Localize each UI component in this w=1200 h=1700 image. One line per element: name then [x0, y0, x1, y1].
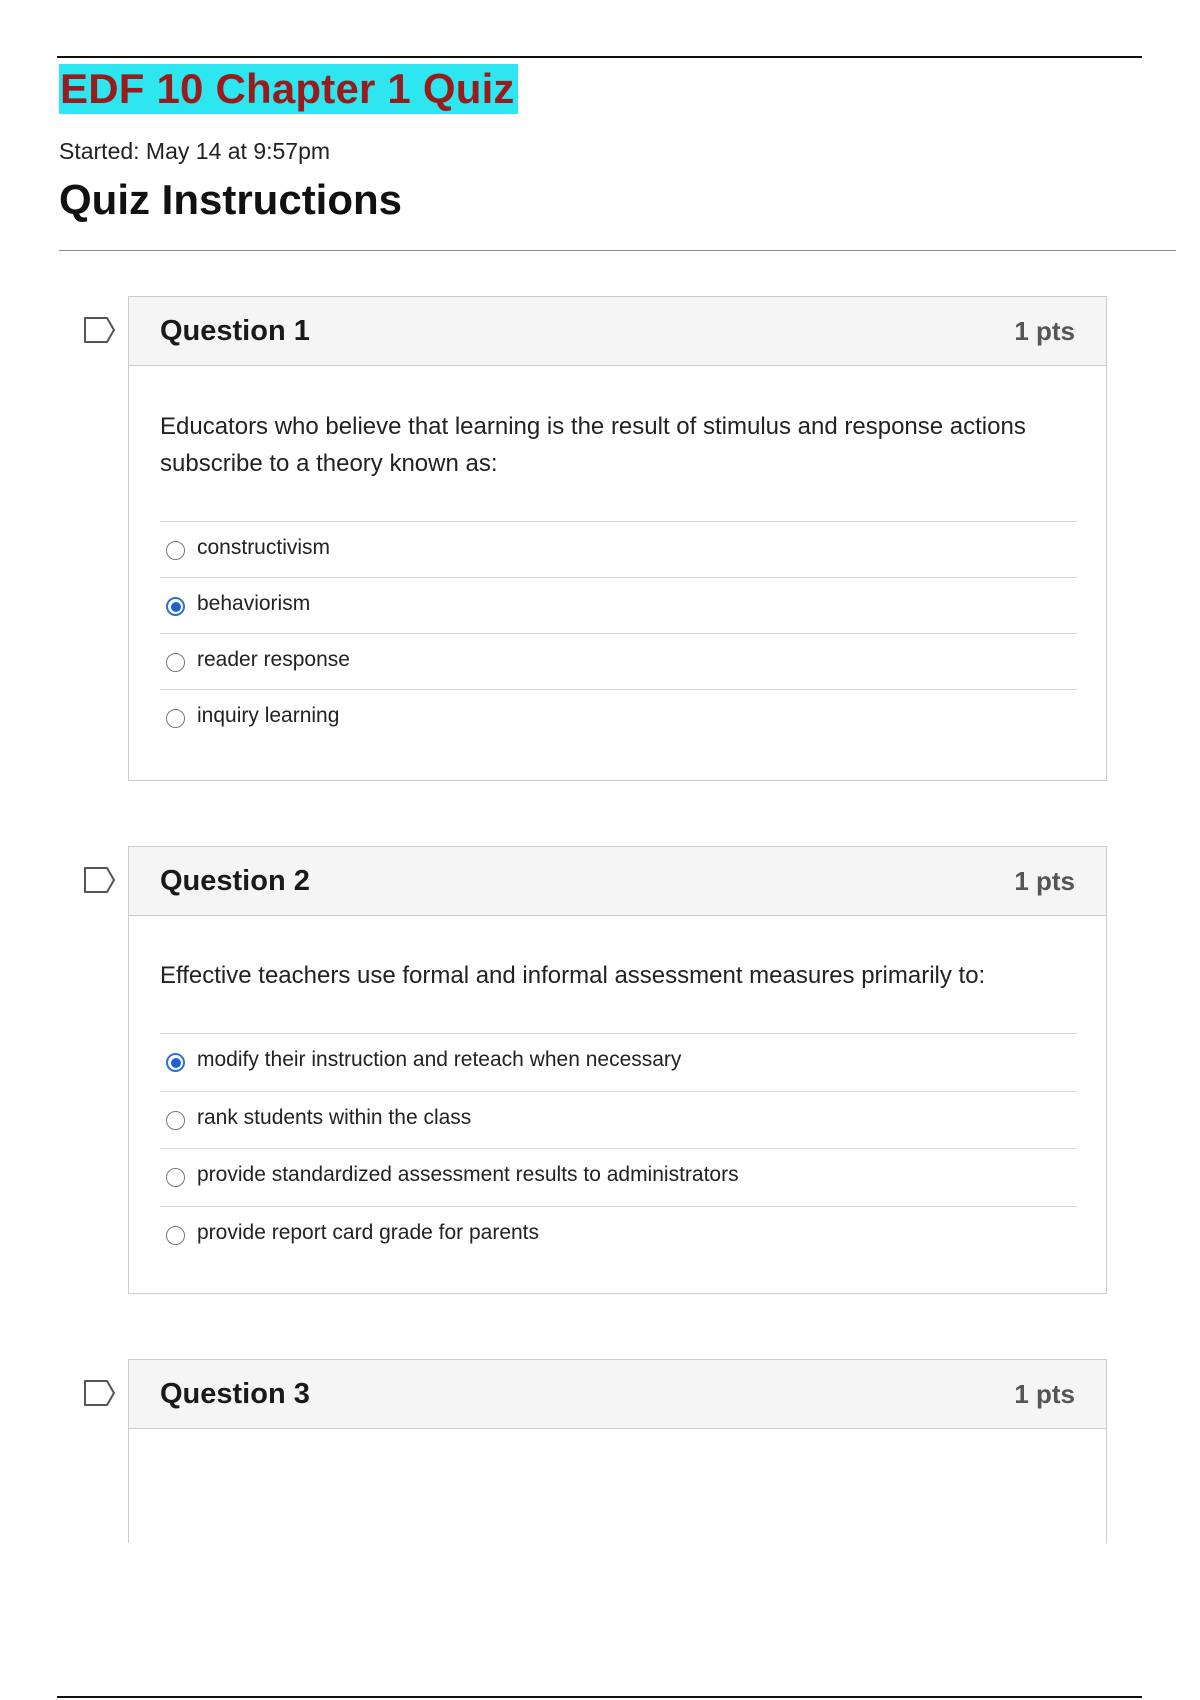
bottom-divider [57, 1696, 1142, 1698]
radio-button[interactable] [166, 653, 185, 672]
radio-button-selected[interactable] [166, 1053, 185, 1072]
answer-option[interactable] [160, 689, 1077, 745]
answer-label[interactable]: rank students within the class [197, 1106, 472, 1129]
answer-label[interactable]: reader response [197, 648, 350, 671]
answer-list [160, 521, 1077, 745]
answer-option[interactable] [160, 1091, 1077, 1148]
answer-option[interactable] [160, 1033, 1077, 1091]
question-1 [128, 296, 1107, 781]
question-text: Educators who believe that learning is the result of stimulus and response actions subscribe to a theory known as: [160, 413, 1026, 477]
answer-option[interactable] [160, 1206, 1077, 1262]
radio-button[interactable] [166, 709, 185, 728]
question-name: Question 2 [160, 865, 310, 897]
started-timestamp: Started: May 14 at 9:57pm [59, 138, 331, 164]
answer-option[interactable] [160, 1148, 1077, 1206]
radio-button[interactable] [166, 1111, 185, 1130]
radio-button-selected[interactable] [166, 597, 185, 616]
question-header [129, 847, 1106, 916]
answer-label[interactable]: inquiry learning [197, 704, 340, 727]
flag-question-2-icon[interactable] [83, 866, 117, 894]
quiz-title: EDF 10 Chapter 1 Quiz [59, 64, 518, 114]
question-text: Effective teachers use formal and informal assessment measures primarily to: [160, 962, 986, 989]
question-header [129, 297, 1106, 366]
flag-question-3-icon[interactable] [83, 1379, 117, 1407]
question-3 [128, 1359, 1107, 1543]
answer-option[interactable] [160, 577, 1077, 633]
answer-label[interactable]: provide standardized assessment results to administrators [197, 1163, 739, 1186]
flag-question-1-icon[interactable] [83, 316, 117, 344]
answer-option[interactable] [160, 633, 1077, 689]
top-divider [57, 56, 1142, 58]
question-name: Question 3 [160, 1378, 310, 1410]
answer-label[interactable]: constructivism [197, 536, 331, 559]
question-2 [128, 846, 1107, 1294]
question-header [129, 1360, 1106, 1429]
radio-button[interactable] [166, 1226, 185, 1245]
answer-option[interactable] [160, 521, 1077, 577]
radio-button[interactable] [166, 1168, 185, 1187]
answer-label[interactable]: behaviorism [197, 592, 311, 615]
answer-label[interactable]: modify their instruction and reteach when necessary [197, 1048, 682, 1071]
answer-list [160, 1033, 1077, 1262]
question-name: Question 1 [160, 315, 310, 347]
quiz-instructions-heading: Quiz Instructions [59, 176, 403, 223]
answer-label[interactable]: provide report card grade for parents [197, 1221, 540, 1244]
question-points: 1 pts [1014, 316, 1075, 346]
question-points: 1 pts [1014, 866, 1075, 896]
section-divider [59, 250, 1176, 251]
radio-button[interactable] [166, 541, 185, 560]
question-points: 1 pts [1014, 1379, 1075, 1409]
